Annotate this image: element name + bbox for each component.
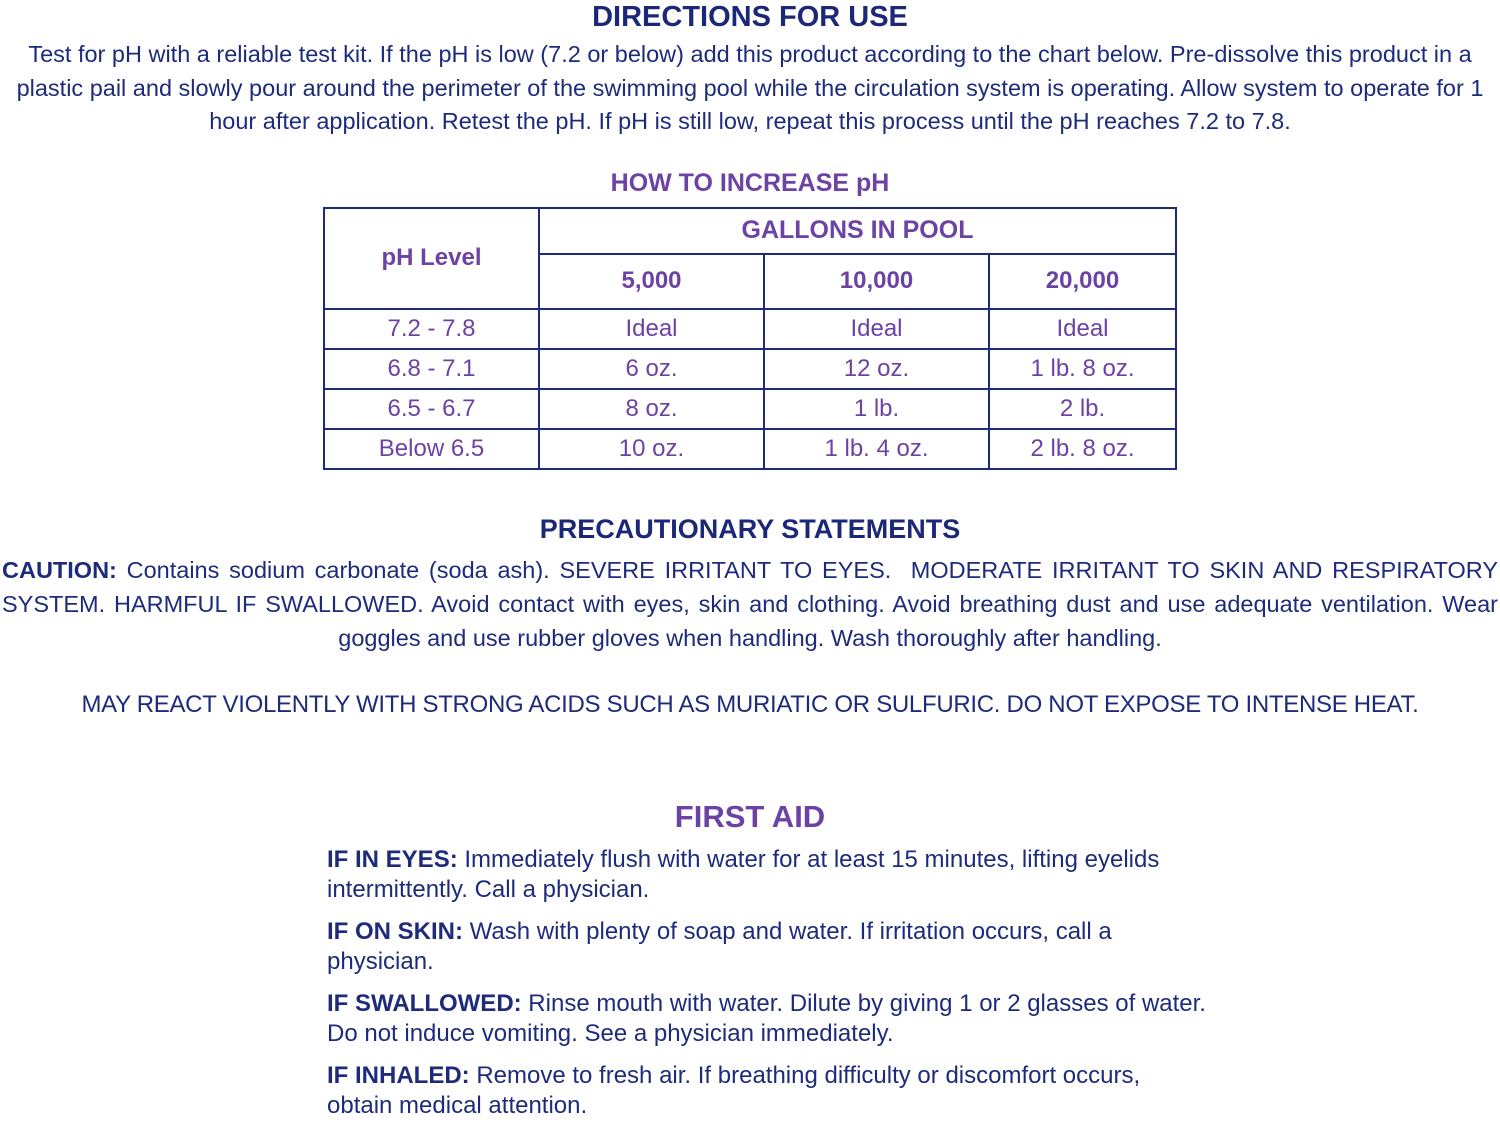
table-row: [324, 309, 1176, 349]
reactivity-warning: MAY REACT VIOLENTLY WITH STRONG ACIDS SUCH AS MURIATIC OR SULFURIC. DO NOT EXPOSE TO INTENSE HEAT.: [81, 690, 1419, 718]
ph-range: Below 6.5: [324, 429, 539, 469]
ph-range: 6.5 - 6.7: [324, 389, 539, 429]
pool-size-20000: 20,000: [989, 254, 1176, 309]
first-aid-item-skin: [327, 917, 1207, 978]
dosage-cell: Ideal: [989, 309, 1176, 349]
dosage-cell: 10 oz.: [539, 429, 764, 469]
first-aid-label: IF IN EYES:: [327, 845, 458, 873]
ph-range: 6.8 - 7.1: [324, 349, 539, 389]
dosage-cell: Ideal: [539, 309, 764, 349]
first-aid-text: Remove to fresh air. If breathing difficulty or discomfort occurs, obtain medical attention.: [327, 1061, 1141, 1119]
dosage-cell: Ideal: [764, 309, 989, 349]
table-row: [324, 389, 1176, 429]
first-aid-item-swallowed: [327, 989, 1207, 1050]
first-aid-title: FIRST AID: [674, 798, 826, 834]
dosage-table: [323, 207, 1177, 470]
dosage-cell: 6 oz.: [539, 349, 764, 389]
first-aid-label: IF INHALED:: [327, 1061, 470, 1089]
table-row: [324, 349, 1176, 389]
first-aid-text: Immediately flush with water for at least 15 minutes, lifting eyelids intermittently. Call a physician.: [327, 845, 1160, 903]
precautionary-title: PRECAUTIONARY STATEMENTS: [539, 513, 961, 544]
first-aid-label: IF SWALLOWED:: [327, 989, 522, 1017]
first-aid-label: IF ON SKIN:: [327, 917, 463, 945]
dosage-cell: 1 lb. 8 oz.: [989, 349, 1176, 389]
table-header-row: [324, 208, 1176, 254]
directions-title: DIRECTIONS FOR USE: [592, 1, 908, 33]
gallons-in-pool-header: GALLONS IN POOL: [539, 208, 1176, 254]
ph-level-header: pH Level: [324, 208, 539, 309]
directions-body: Test for pH with a reliable test kit. If the pH is low (7.2 or below) add this product according to the chart below. Pre-dissolve this product in a plastic pail and slowly pour around the perimeter of the swimming pool while the circulation system is operating. Allow system to operate for 1 hour after application. Retest the pH. If pH is still low, repeat this process until the pH reaches 7.2 to 7.8.: [16, 41, 1484, 134]
caution-body: Contains sodium carbonate (soda ash). SEVERE IRRITANT TO EYES. MODERATE IRRITANT TO SKIN AND RESPIRATORY SYSTEM. HARMFUL IF SWALLOWED. Avoid contact with eyes, skin and clothing. Avoid breathing dust and use adequate ventilation. Wear goggles and use rubber gloves when handling. Wash thoroughly after handling.: [2, 556, 1498, 651]
ph-range: 7.2 - 7.8: [324, 309, 539, 349]
first-aid-item-eyes: [327, 845, 1207, 906]
caution-label: CAUTION:: [2, 556, 117, 583]
dosage-cell: 8 oz.: [539, 389, 764, 429]
first-aid-text: Rinse mouth with water. Dilute by giving 1 or 2 glasses of water. Do not induce vomiting. See a physician immediately.: [327, 989, 1206, 1047]
dosage-cell: 2 lb.: [989, 389, 1176, 429]
pool-size-5000: 5,000: [539, 254, 764, 309]
caution-paragraph: [2, 553, 1498, 655]
first-aid-list: [327, 845, 1207, 1122]
dosage-cell: 1 lb.: [764, 389, 989, 429]
first-aid-text: Wash with plenty of soap and water. If irritation occurs, call a physician.: [327, 917, 1112, 975]
pool-size-10000: 10,000: [764, 254, 989, 309]
dosage-table-title: HOW TO INCREASE pH: [610, 168, 890, 197]
first-aid-item-inhaled: [327, 1061, 1207, 1122]
dosage-cell: 2 lb. 8 oz.: [989, 429, 1176, 469]
table-row: [324, 429, 1176, 469]
dosage-cell: 1 lb. 4 oz.: [764, 429, 989, 469]
dosage-cell: 12 oz.: [764, 349, 989, 389]
